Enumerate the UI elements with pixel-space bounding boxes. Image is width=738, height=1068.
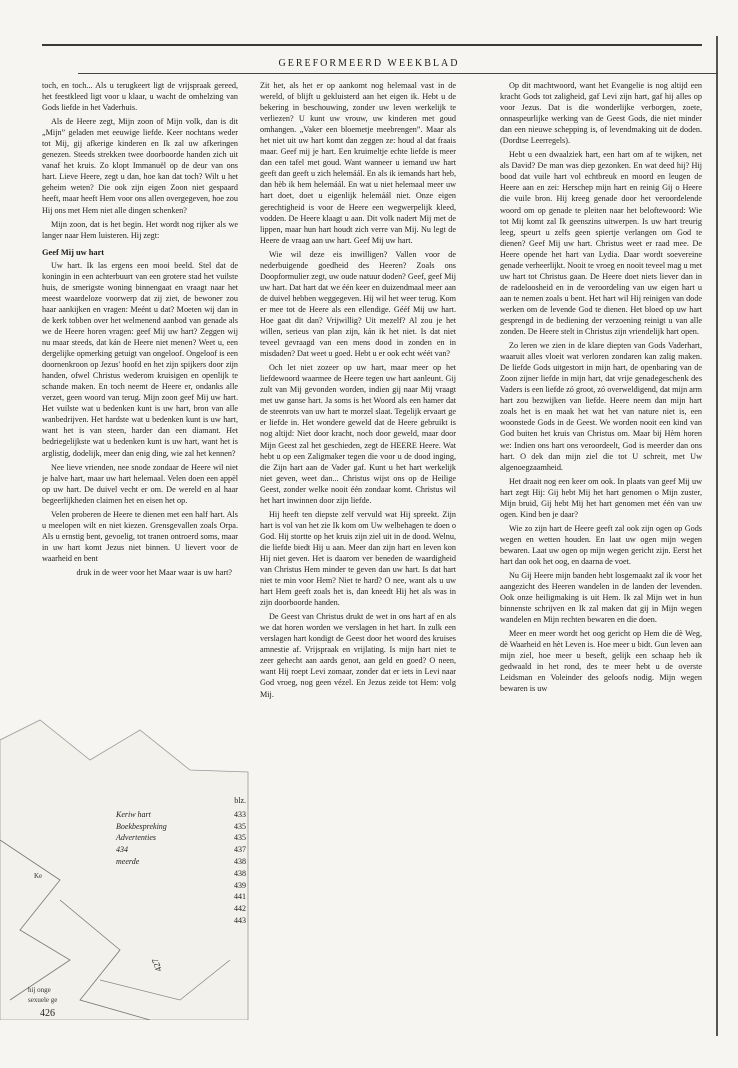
paragraph: Als de Heere zegt, Mijn zoon of Mijn volk, dan is dit „Mijn” geladen met eeuwige liefde. Keer nochtans weder tot Mij, gij afkerige kinderen en Ik zal uw afkeringen genezen. Steeds strekken twee doorboorde handen zich uit vanaf het kruis. Zo klopt Immanuël op de deur van ons hart. Lieve Heere, zegt u dan, hoe kan dat toch? Wilt u het geheim weten? Die ook zijn eigen Zoon niet gespaard heeft, maar heeft Hem voor ons allen overgegeven, hoe zou Hij ons met Hem niet alle dingen schenken? <box>42 117 238 215</box>
paragraph: Nu Gij Heere mijn banden hebt losgemaakt zal ik voor het aangezicht des Heeren wandelen in de landen der levenden. Ook onze heiligmaking is uit Hem. Ik zal Mijn wet in hun binnenste schrijven en Ik zal maken dat gij in Mijn wegen wandelen en Mijn rechten bewaren en die doen. <box>500 571 702 625</box>
paragraph: Hebt u een dwaalziek hart, een hart om af te wijken, net als David? De man was diep gezonken. En wat deed hij? Hij bood dat vuile hart vol echtbreuk en moord en leugen de Heere aan en zei: Herschep mijn hart en reinig Gij o Heere die vuile bron. Hij kreeg genade door het veroordelende woord om op genade te pleiten naar het beloftewoord: Wie tot Mij komt zal Ik geenszins uitwerpen. Is uw hart treurig leeg, speurt u zelfs geen spiertje verlangen om God te dienen? Geef Mij uw hart. Christus weet er raad mee. De Heere opende het hart van Lydia. Daar wordt soevereine genade verheerlijkt. Nooit te vroeg en nooit teveel mag u met uw hart tot Christus gaan. De Heere doet niets liever dan in de radeloosheid en in de veroordeling van uw eigen hart u aan te nemen zoals u bent. Het hart wil Hij reinigen van dode werken om de levende God te dienen. Het bloed op uw hart gesprengd in de bediening der verzoening reinigt u van alle zonden. De Heere stelt in Christus zijn vriendelijk hart open. <box>500 150 702 337</box>
right-margin-rule <box>716 36 718 1036</box>
toc-page: 438 <box>234 856 246 866</box>
toc-rows <box>116 809 246 927</box>
toc-row <box>116 844 246 856</box>
running-header: GEREFORMEERD WEEKBLAD <box>278 58 460 69</box>
fragment-page-number: 427 <box>149 956 164 974</box>
closing-line: druk in de weer voor het Maar waar is uw hart? <box>76 567 232 577</box>
toc-title: Advertenties <box>116 833 156 843</box>
toc-row <box>116 868 246 880</box>
toc-page: 438 <box>234 868 246 878</box>
toc-row <box>116 856 246 868</box>
column-2 <box>260 80 456 1040</box>
fragment-text: hij onge <box>28 986 51 994</box>
fragment-text: Ke <box>34 872 43 880</box>
column-3 <box>500 80 702 1040</box>
toc-row <box>116 891 246 903</box>
header-rule <box>78 73 718 74</box>
toc-title: 434 <box>116 845 128 855</box>
toc-page: 437 <box>234 845 246 855</box>
paragraph: Hij heeft ten diepste zelf vervuld wat Hij spreekt. Zijn hart is vol van het zie Ik kom om Uw welbehagen te doen o God. Hij stortte op het kruis zijn ziel uit in de dood. Welnu, die liefde biedt Hij u aan. Meer dan zijn hart en leven kon Hij niet geven. Het is daarom ver beneden de waardigheid van Christus Hem minder te geven dan uw hart. Is dat hart niet te min voor Hem? Niet te hard? O nee, want als u uw hart Hem geeft zoals het is, dan kneedt Hij het als was in zijn doorboorde handen. <box>260 509 456 608</box>
paragraph: toch, en toch... Als u terugkeert ligt de vrijspraak gereed, het feestkleed ligt voor u klaar, u wacht de omhelzing van Gods liefde in het Vaderhuis. <box>42 81 238 113</box>
paragraph: Wie zo zijn hart de Heere geeft zal ook zijn ogen op Gods wegen en wetten houden. En laat uw ogen mijn wegen bewaren. Laat uw ogen op mijn wegen gericht zijn. Eerst het hart dan ook het oog, en daarna de voet. <box>500 523 702 566</box>
toc-page: 441 <box>234 892 246 902</box>
paragraph: Velen proberen de Heere te dienen met een half hart. Als u meelopen wilt en niet kiezen. Grensgevallen zoals Orpa. Als u ernstig bent, gevoelig, tot tranen ontroerd soms, maar in uw hart komt Jezus niet binnen. U lievert voor de waarheid en bent <box>42 509 238 563</box>
toc-page: 435 <box>234 821 246 831</box>
paragraph: Meer en meer wordt het oog gericht op Hem die dè Weg, dè Waarheid en hèt Leven is. Hoe meer u bidt. Gun leven aan mijn ziel, hoe meer u beseft, gelijk een schaap heb ik gedwaald in het rond, des te meer hebt u de overste Leidsman en Voleinder des geloofs nodig. Mijn wegen bewaren is uw <box>500 629 702 694</box>
toc-title: Boekbespreking <box>116 821 167 831</box>
toc-page: 439 <box>234 880 246 890</box>
toc-page: 435 <box>234 833 246 843</box>
toc-row <box>116 903 246 915</box>
paragraph: De Geest van Christus drukt de wet in ons hart af en als we dat horen worden we verslagen in het hart. In zulk een verslagen hart kondigt de Geest door het woord des kruises amnestie af. Vrijspraak en vrijlating. Is mijn hart niet te zeer gehecht aan aards genot, aan geld en goed? O neen, want Hij roept Levi zomaar, zonder dat er iets in Levi naar God vroeg, nog geen vézel. En Jezus zeide tot Hem: volg Mij. <box>260 612 456 699</box>
toc-title: meerde <box>116 856 140 866</box>
paragraph: Nee lieve vrienden, nee snode zondaar de Heere wil niet je halve hart, maar uw hart helemaal. Velen doen een appèl op uw hart. De duivel vecht er om. De wereld en al haar begeerlijkheden claimen het en eisen het op. <box>42 462 238 505</box>
toc-page: 433 <box>234 809 246 819</box>
toc-page: 443 <box>234 915 246 925</box>
paragraph: Mijn zoon, dat is het begin. Het wordt nog rijker als we langer naar Hem luisteren. Hij zegt: <box>42 219 238 240</box>
toc-row <box>116 832 246 844</box>
toc-page: 442 <box>234 904 246 914</box>
paragraph: Het draait nog een keer om ook. In plaats van geef Mij uw hart zegt Hij: Gij hebt Mij het hart genomen o Mijn zuster, Mijn bruid, Gij hebt Mij het hart genomen met één van uw ogen. Kind ben je daar? <box>500 476 702 519</box>
paragraph: Och let niet zozeer op uw hart, maar meer op het liefdewoord waarmee de Heere tegen uw hart aanleunt. Gij zult van Mij gevonden worden, indien gij naar Mij vraagt met uw ganse hart. Ja soms is het Woord als een hamer dat de steenrots van uw hart te morzel slaat. Tegelijk ervaart ge er liefde in. Het wondere geweld dat de Heere gebruikt is nog altijd: Niet door kracht, noch door geweld, maar door Mijn Geest zal het geschieden, zegt de HEERE Heere. Wat hebt u op een Zaligmaker tegen die voor u de dood inging, die Zijn hart aan de Vader gaf. Kunt u het hart werkelijk niet geven, weet dan... Christus wijst ons op de Heilige Geest, zonder welke nooit één zondaar komt. Christus wil het hart inwinnen door zijn liefde. <box>260 363 456 505</box>
paragraph: Uw hart. Ik las ergens een mooi beeld. Stel dat de koningin in een achterbuurt van een grotere stad het vuilste huis, de smerigste woning binnengaat en vraagt naar het meest waardeloze voorwerp dat zij ziet, de bewoner zou haar aankijken en vragen: Meént u dat? Moeten wij dan in de kerk tobben over het welmenend aanbod van genade als we de Heere horen vragen: geef Mij uw hart? Zeggen wij nu maar steeds, dat kán de Heere niet menen? Weet u, een dergelijke opmerking getuigt van ongeloof. Ongeloof is een doornenkroon op Jezus' hoofd en het zijn spijkers door zijn handen, ofwel Christus wederom kruisigen en openlijk te schande maken. En toch neemt de Heere er, ondanks alle verzet, geen woord van terug. Mijn zoon geef Mij uw hart. Het vuilste wat u bedenken kunt is uw hart, bron van alle wanbedrijven. Het hardste wat u bedenken kunt is uw hart, want het is van steen, harder dan een diamant. Het bedriegelijkste wat u bedenken kunt is uw hart, want het is arglistig, dodelijk, meer dan enig ding, wie zal het kennen? <box>42 260 238 458</box>
toc-title: Keriw hart <box>116 809 151 819</box>
toc-row <box>116 880 246 892</box>
paragraph: Zo leren we zien in de klare diepten van Gods Vaderhart, waaruit alles vloeit wat verloren zondaren kan zalig maken. De liefde Gods uitgestort in mijn hart, de openbaring van de Zoon zijner liefde in mijn hart, dat vrije genadegeschenk des Vaders is een liefde zó groot, zó overweldigend, dat mijn arm hart zou bezwijken van liefde. Heere neem dan mijn hart zoals het is en maak het wat het van nature niet is, een woonstede Gods in de Geest. We worden nooit een kind van God buiten het kruis van Christus om. Maar bij Hèm horen we: Indien ons hart ons veroordeelt, God is meerder dan ons hart. O dek dan mijn ziel die tot U schreit, met Uw algenoegzaamheid. <box>500 341 702 472</box>
toc-heading: blz. <box>234 796 246 805</box>
fragment-text: sexuele ge <box>28 996 58 1004</box>
table-of-contents <box>116 795 246 927</box>
paragraph: Zit het, als het er op aankomt nog helemaal vast in de wereld, of blijft u gekluisterd aan het eigen ik. Hebt u de bekering in beschouwing, zonder uw leven werkelijk te verliezen? U kunt uw vrouw, uw kinderen met goud omhangen. „Vaker een bloemetje meebrengen”. Maar als het niet uit uw hart komt dan zeggen ze: houd al dat fraais maar. Geef mij je hart. Een kruimeltje echte liefde is meer dan een tafel met goud. Want wanneer u iemand uw hart geeft dan geeft u zich helemáál. En als ik iemands hart heb, dan hèb ik hem helemáál. En wat u niet helemaal meer uw hart doet, doet u eigenlijk helemáál niet. Onze eigen gerechtigheid is voor de Heere een wegwerpelijk kleed, vodden. De Heere klaagt u aan. Dit volk nadert Mij met de lippen, maar hun hart houdt zich verre van Mij. Nu legt de Heere de vraag aan uw hart. Geef Mij uw hart. <box>260 81 456 245</box>
toc-row <box>116 821 246 833</box>
toc-row <box>116 809 246 821</box>
toc-row <box>116 915 246 927</box>
paragraph: Wie wil deze eis inwilligen? Vallen voor de nederbuigende goedheid des Heeren? Zoals ons Doopformulier zegt, uw oude natuur doden? Geef, geef Mij uw hart. Dat hart dat we één keer en duizendmaal meer aan de duivel hebben weggegeven. Hij wil het weer terug. Kom er mee tot de Heere als een ellendige. Gééf Mij uw hart. Hoe gaat dit dan? Vrijwillig? Uit mezelf? Al zou je het willen, serieus van plan zijn, kán ik het niet. Is dat niet teveel gevraagd van een mens dood in zonden en in misdaden? Dat weet u goed. Hebt u er ook echt wéét van? <box>260 249 456 359</box>
page-number: 426 <box>40 1008 55 1019</box>
top-rule <box>42 44 702 46</box>
section-heading: Geef Mij uw hart <box>42 247 105 257</box>
column-1 <box>42 80 238 740</box>
paragraph: Op dit machtwoord, want het Evangelie is nog altijd een kracht Gods tot zaligheid, gaf Levi zijn hart, gaf hij alles op voor Jezus. Dat is die wonderlijke verborgen, zoete, onnaspeurlijke werking van de Geest Gods, die niet minder dan een nieuwe schepping is, of levendmaking uit de doden. (Dordtse Leerregels). <box>500 81 702 146</box>
